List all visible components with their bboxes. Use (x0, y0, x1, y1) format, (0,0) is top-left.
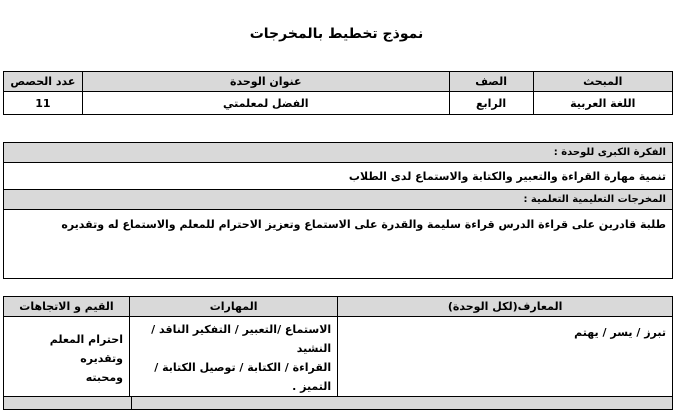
grade-header: الصف (449, 72, 533, 92)
subject-value: اللغة العربية (533, 92, 672, 115)
lesson-count-value: 11 (4, 92, 83, 115)
lesson-count-header: عدد الحصص (4, 72, 83, 92)
big-idea-label: الفكرة الكبرى للوحدة : (4, 143, 673, 163)
values-cell (4, 317, 130, 400)
values-line-1: احترام المعلم وتقديره (49, 332, 123, 365)
next-section-header-left (4, 397, 132, 410)
values-header: القيم و الاتجاهات (4, 297, 130, 317)
next-section-table (3, 396, 673, 410)
learning-outcomes-label: المخرجات التعليمية التعلمية : (4, 190, 673, 210)
big-idea-text: تنمية مهارة القراءة والتعبير والكتابة والاستماع لدى الطلاب (4, 163, 673, 190)
next-section-header-right (131, 397, 672, 410)
subject-header: المبحث (533, 72, 672, 92)
knowledge-text: تبرز / يسر / يهتم (574, 326, 666, 339)
skills-line-2: القراءة / الكتابة / توصيل الكتابة /التميز . (154, 361, 332, 393)
skills-cell (130, 317, 338, 400)
skills-line-1: الاستماع /التعبير / التفكير الناقد /النشيد (151, 323, 332, 355)
grade-value: الرابع (449, 92, 533, 115)
values-line-2: ومحبته (85, 370, 123, 384)
unit-title-header: عنوان الوحدة (82, 72, 449, 92)
unit-details-table (3, 142, 673, 279)
unit-title-value: الفضل لمعلمتي (82, 92, 449, 115)
skills-header: المهارات (130, 297, 338, 317)
knowledge-cell (338, 317, 673, 400)
unit-info-table (3, 71, 673, 115)
document-title: نموذج تخطيط بالمخرجات (249, 26, 424, 42)
knowledge-header: المعارف(لكل الوحدة) (338, 297, 673, 317)
learning-outcomes-text: طلبة قادرين على قراءة الدرس قراءة سليمة والقدرة على الاستماع وتعزيز الاحترام للمعلم والاستماع له وتقديره (4, 210, 673, 279)
unit-components-table (3, 296, 673, 400)
